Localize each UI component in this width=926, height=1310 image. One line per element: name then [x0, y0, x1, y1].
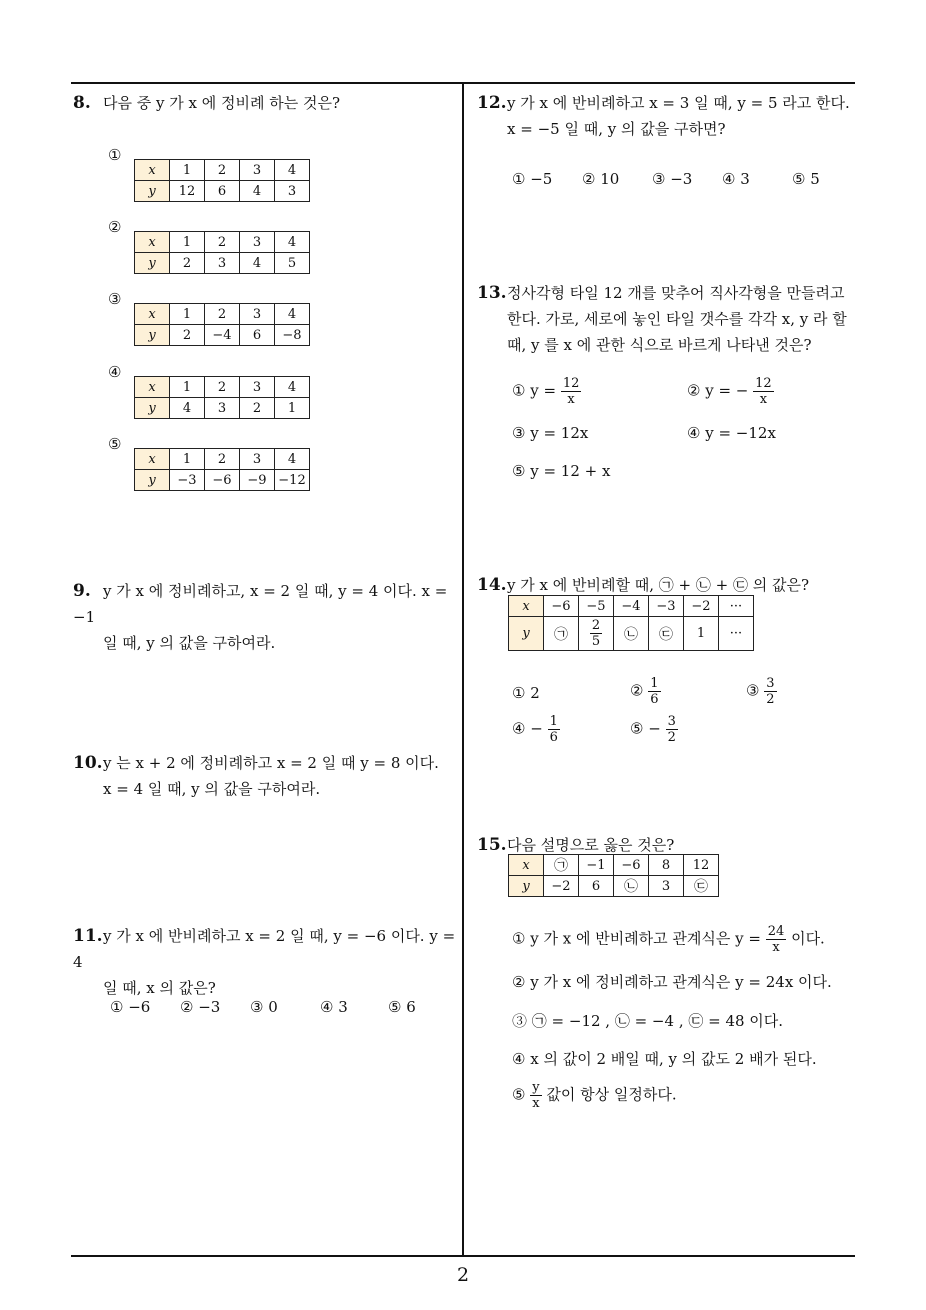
table-cell: 12 — [170, 181, 205, 202]
table-cell: 2 — [240, 398, 275, 419]
question-text: 다음 중 y 가 x 에 정비례 하는 것은? — [103, 94, 341, 112]
table-cell: 4 — [275, 377, 310, 398]
row-header: x — [135, 377, 170, 398]
fraction: $\frac{1}{6}$ — [549, 714, 558, 745]
table-cell: −8 — [275, 325, 310, 346]
fraction: $\frac{2}{5}$ — [591, 618, 601, 649]
choice-3[interactable]: ③ $\frac{3}{2}$ — [746, 676, 775, 707]
choice-3[interactable]: ③ ㉠ = −12 , ㉡ = −4 , ㉢ = 48 이다. — [512, 1012, 784, 1030]
table-cell: 1 — [275, 398, 310, 419]
question-13: 13.정사각형 타일 12 개를 맞추어 직사각형을 만들려고 한다. 가로, 세로에 놓인 타일 갯수를 각각 x, y 라 할 때, y 를 x 에 관한 식으로 바르게 나타낸 것은? — [477, 283, 847, 354]
choice-5[interactable]: ⑤ y = 12 + x — [512, 462, 611, 480]
fraction: $\frac{24}{x}$ — [767, 924, 785, 955]
table-cell: −4 — [205, 325, 240, 346]
table-cell: 3 — [240, 160, 275, 181]
bottom-rule — [71, 1255, 855, 1257]
table-cell: 2 — [205, 160, 240, 181]
choice-4[interactable]: ④ y = −12x — [687, 424, 776, 442]
table-cell: 1 — [170, 160, 205, 181]
option-label[interactable]: ③ — [108, 290, 122, 308]
question-11: 11.y 가 x 에 반비례하고 x = 2 일 때, y = −6 이다. y = 4 일 때, x 의 값은? — [73, 926, 456, 997]
table-cell: 3 — [205, 253, 240, 274]
choice-1[interactable]: ① y = $\frac{12}{x}$ — [512, 376, 580, 407]
row-header: x — [135, 160, 170, 181]
table-cell: 4 — [275, 160, 310, 181]
table-cell: 4 — [275, 449, 310, 470]
table-cell: 3 — [240, 304, 275, 325]
table-cell: 3 — [240, 232, 275, 253]
choice-2[interactable]: ② y = − $\frac{12}{x}$ — [687, 376, 772, 407]
table-cell: 2 — [205, 232, 240, 253]
question-12: 12.y 가 x 에 반비례하고 x = 3 일 때, y = 5 라고 한다. x = −5 일 때, y 의 값을 구하면? — [477, 93, 850, 138]
page-number: 2 — [456, 1264, 470, 1286]
question-14: 14.y 가 x 에 반비례할 때, ㉠ + ㉡ + ㉢ 의 값은? — [477, 575, 809, 595]
option-label[interactable]: ② — [108, 218, 122, 236]
option-label[interactable]: ⑤ — [108, 435, 122, 453]
choice-5[interactable]: ⑤ 5 — [792, 170, 820, 188]
table-cell: 2 — [205, 449, 240, 470]
question-12-choices — [512, 170, 820, 188]
choice-1[interactable]: ① −5 — [512, 170, 553, 188]
option-table — [134, 376, 310, 419]
table-cell: 2 — [205, 377, 240, 398]
row-header: y — [135, 398, 170, 419]
row-header: y — [135, 325, 170, 346]
table-cell: 6 — [205, 181, 240, 202]
table-cell: −9 — [240, 470, 275, 491]
option-table — [134, 303, 310, 346]
table-cell: 1 — [170, 449, 205, 470]
choice-3[interactable]: ③ y = 12x — [512, 424, 589, 442]
choice-2[interactable]: ② $\frac{1}{6}$ — [630, 676, 659, 707]
table-cell: 2 — [205, 304, 240, 325]
choice-1[interactable]: ① 2 — [512, 684, 540, 702]
choice-2[interactable]: ② 10 — [582, 170, 620, 188]
table-cell: −3 — [170, 470, 205, 491]
table-cell: 3 — [205, 398, 240, 419]
table-cell: 1 — [170, 304, 205, 325]
question-15: 15.다음 설명으로 옳은 것은? — [477, 835, 675, 855]
option-table — [134, 448, 310, 491]
choice-1[interactable]: ① y 가 x 에 반비례하고 관계식은 y = $\frac{24}{x}$ 이다. — [512, 924, 825, 955]
row-header: y — [135, 470, 170, 491]
fraction: $\frac{12}{x}$ — [755, 376, 772, 407]
table-cell: 1 — [170, 232, 205, 253]
choice-1[interactable]: ① −6 — [110, 998, 151, 1016]
choice-4[interactable]: ④ 3 — [320, 998, 348, 1016]
choice-3[interactable]: ③ 0 — [250, 998, 278, 1016]
option-table — [134, 231, 310, 274]
question-8: 8. 다음 중 y 가 x 에 정비례 하는 것은? — [73, 93, 341, 113]
choice-5[interactable]: ⑤ 6 — [388, 998, 416, 1016]
table-cell: 4 — [240, 181, 275, 202]
table-cell: 4 — [170, 398, 205, 419]
table-cell: 3 — [240, 377, 275, 398]
question-15-table: x ㉠ −1 −6 8 12 y −2 6 ㉡ 3 ㉢ — [508, 854, 719, 897]
table-cell: 3 — [240, 449, 275, 470]
choice-4[interactable]: ④ x 의 값이 2 배일 때, y 의 값도 2 배가 된다. — [512, 1050, 817, 1068]
choice-3[interactable]: ③ −3 — [652, 170, 693, 188]
table-cell: 6 — [240, 325, 275, 346]
choice-2[interactable]: ② −3 — [180, 998, 221, 1016]
choice-5[interactable]: ⑤ $\frac{y}{x}$ 값이 항상 일정하다. — [512, 1080, 677, 1111]
option-label[interactable]: ① — [108, 146, 122, 164]
fraction: $\frac{3}{2}$ — [766, 676, 775, 707]
table-cell: 4 — [275, 304, 310, 325]
table-cell: −12 — [275, 470, 310, 491]
table-cell: −6 — [205, 470, 240, 491]
fraction: $\frac{y}{x}$ — [532, 1080, 540, 1111]
table-cell: 3 — [275, 181, 310, 202]
option-label[interactable]: ④ — [108, 363, 122, 381]
table-cell: 1 — [170, 377, 205, 398]
table-cell: 4 — [240, 253, 275, 274]
fraction: $\frac{12}{x}$ — [562, 376, 580, 407]
question-10: 10.y 는 x + 2 에 정비례하고 x = 2 일 때 y = 8 이다. x = 4 일 때, y 의 값을 구하여라. — [73, 753, 439, 798]
fraction: $\frac{1}{6}$ — [650, 676, 659, 707]
choice-4[interactable]: ④ 3 — [722, 170, 750, 188]
row-header: x — [135, 304, 170, 325]
question-11-choices — [110, 998, 416, 1016]
row-header: y — [135, 181, 170, 202]
row-header: x — [135, 232, 170, 253]
column-divider — [462, 82, 464, 1257]
table-cell: 4 — [275, 232, 310, 253]
row-header: y — [135, 253, 170, 274]
choice-2[interactable]: ② y 가 x 에 정비례하고 관계식은 y = 24x 이다. — [512, 973, 832, 991]
table-cell: 2 — [170, 253, 205, 274]
row-header: x — [135, 449, 170, 470]
option-table — [134, 159, 310, 202]
table-cell: 2 — [170, 325, 205, 346]
choice-4[interactable]: ④ − $\frac{1}{6}$ — [512, 714, 558, 745]
choice-5[interactable]: ⑤ − $\frac{3}{2}$ — [630, 714, 676, 745]
fraction: $\frac{3}{2}$ — [667, 714, 676, 745]
question-9: 9. y 가 x 에 정비례하고, x = 2 일 때, y = 4 이다. x = −1 일 때, y 의 값을 구하여라. — [73, 581, 448, 652]
question-14-table: x −6 −5 −4 −3 −2 ··· y ㉠ $\frac{2}{5}$ ㉡ ㉢ 1 ··· — [508, 595, 754, 651]
table-cell: 5 — [275, 253, 310, 274]
